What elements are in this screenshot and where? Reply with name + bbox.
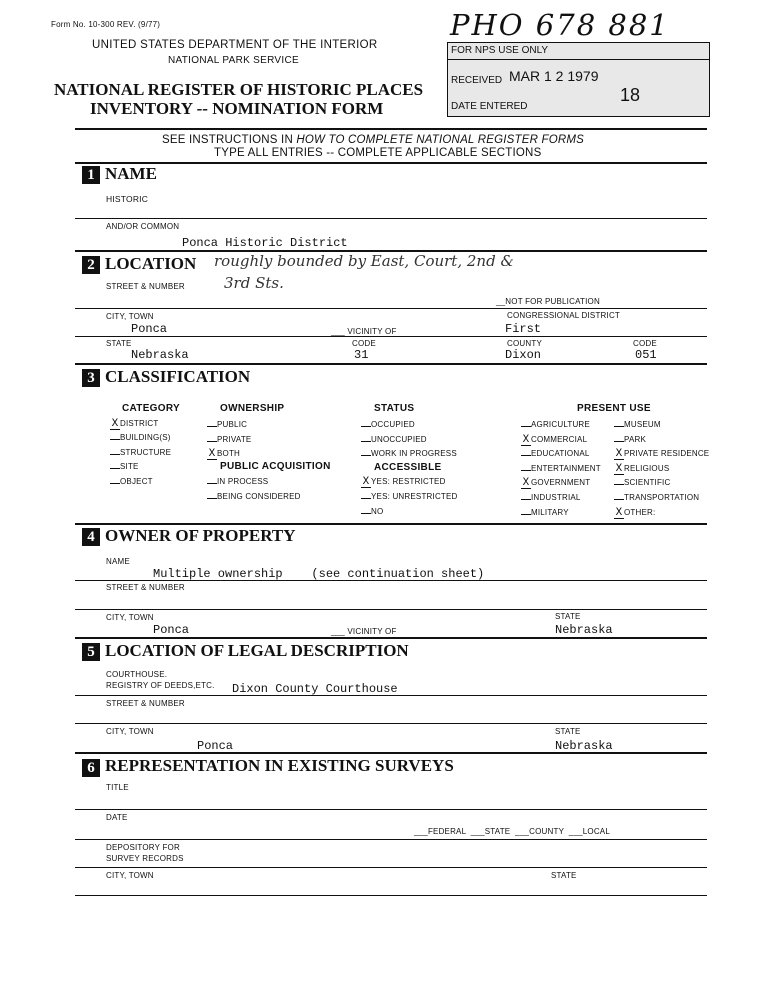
present-use-label: OTHER: [624,507,656,517]
accessible-option[interactable] [361,492,458,501]
accessible-option[interactable] [361,477,446,488]
city-value: Ponca [131,322,168,336]
owner-state-label: STATE [555,612,581,621]
handwritten-boundaries-line1: roughly bounded by East, Court, 2nd & [214,252,514,270]
ownership-label: BOTH [217,449,241,458]
historic-label: HISTORIC [106,194,149,204]
present-use-option[interactable] [521,464,601,473]
section-6-number: 6 [82,759,100,777]
section-5-number: 5 [82,643,100,661]
owner-name-label: NAME [106,557,130,566]
common-name-value: Ponca Historic District [182,236,348,250]
acquisition-option[interactable] [207,492,301,501]
checkbox-mark [614,441,624,442]
state-code-value: 31 [354,348,369,362]
section-4-title: OWNER OF PROPERTY [105,526,296,545]
owner-city-label: CITY, TOWN [106,613,154,622]
present-use-label: AGRICULTURE [531,420,590,429]
present-use-option[interactable] [521,435,587,446]
section-2-rule [75,363,707,365]
present-use-label: INDUSTRIAL [531,493,581,502]
category-option[interactable] [110,462,139,471]
section-2-title: LOCATION [105,254,197,273]
section-4-number: 4 [82,528,100,546]
category-label: SITE [120,462,139,472]
present-use-label: GOVERNMENT [531,478,591,488]
checkbox-mark: X [615,448,623,461]
ownership-label: PRIVATE [217,434,252,444]
registry-label: REGISTRY OF DEEDS,ETC. [106,681,215,690]
section-1-title: NAME [105,164,157,183]
courthouse-value: Dixon County Courthouse [232,682,398,696]
received-label: RECEIVED [451,75,503,86]
common-label: AND/OR COMMON [106,222,180,231]
section-3-title: CLASSIFICATION [105,367,251,386]
present-use-option[interactable] [521,420,590,429]
present-use-label: PRIVATE RESIDENCE [624,449,710,459]
checkbox-mark [614,484,624,485]
owner-state-value: Nebraska [555,623,613,637]
checkbox-mark [207,498,217,499]
checkbox-mark [521,499,531,500]
present-use-label: EDUCATIONAL [531,449,590,459]
section-6-title: REPRESENTATION IN EXISTING SURVEYS [105,756,454,775]
owner-name-value: Multiple ownership (see continuation sheet) [153,567,485,581]
form-title-line2: INVENTORY -- NOMINATION FORM [90,99,384,118]
legal-city-value: Ponca [197,739,234,753]
nps-divider [448,59,709,60]
state-label: STATE [106,339,132,348]
legal-state-value: Nebraska [555,739,613,753]
acquisition-option[interactable] [207,477,268,486]
depository-line [75,867,707,868]
acquisition-label: BEING CONSIDERED [217,491,301,501]
section-3-rule [75,523,707,525]
form-title-line1: NATIONAL REGISTER OF HISTORIC PLACES [54,80,424,99]
survey-date-line [75,839,707,840]
survey-city-line [75,895,707,896]
checkbox-mark [521,470,531,471]
street-line [75,308,707,309]
status-label: WORK IN PROGRESS [371,449,457,458]
received-stamp: MAR 1 2 1979 [509,68,599,84]
checkbox-mark: X [615,462,623,475]
checkbox-mark [207,483,217,484]
survey-city-label: CITY, TOWN [106,871,154,880]
not-for-publication: __NOT FOR PUBLICATION [496,297,600,306]
category-heading: CATEGORY [122,403,180,414]
checkbox-mark [110,483,120,484]
checkbox-mark: X [615,506,623,519]
county-code-label: CODE [633,339,657,348]
present-use-label: MILITARY [531,507,569,517]
present-use-label: PARK [624,434,646,444]
checkbox-mark [521,514,531,515]
present-use-label: ENTERTAINMENT [531,463,601,473]
street-number-label: STREET & NUMBER [106,282,185,291]
survey-date-label: DATE [106,813,128,822]
present-use-option[interactable] [614,508,655,519]
depository-label: DEPOSITORY FOR [106,843,180,852]
checkbox-mark: X [362,476,370,488]
ownership-option[interactable] [207,449,240,460]
courthouse-line [75,695,707,696]
form-number: Form No. 10-300 REV. (9/77) [51,20,161,29]
accessible-label: YES: RESTRICTED [371,477,446,486]
congressional-district-value: First [505,322,542,336]
checkbox-mark [361,441,371,442]
checkbox-mark [361,426,371,427]
handwritten-boundaries-line2: 3rd Sts. [224,274,284,292]
survey-title-line [75,809,707,810]
county-label: COUNTY [507,339,542,348]
section-1-number: 1 [82,166,100,184]
instructions-line2: TYPE ALL ENTRIES -- COMPLETE APPLICABLE SECTIONS [214,147,542,159]
owner-name-line [75,580,707,581]
present-use-label: RELIGIOUS [624,463,670,473]
state-code-label: CODE [352,339,376,348]
status-label: UNOCCUPIED [371,434,427,444]
checkbox-mark [614,426,624,427]
legal-city-label: CITY, TOWN [106,727,154,736]
date-entered-label: DATE ENTERED [451,101,528,112]
owner-street-line [75,609,707,610]
category-label: BUILDING(S) [120,433,171,443]
header-rule [75,128,707,130]
accessible-heading: ACCESSIBLE [374,462,442,473]
category-label: OBJECT [120,476,153,486]
checkbox-mark: X [208,448,216,460]
present-use-label: MUSEUM [624,420,661,429]
present-use-option[interactable] [614,478,670,487]
present-use-option[interactable] [614,435,646,444]
section-2-number: 2 [82,256,100,274]
checkbox-mark [207,441,217,442]
ownership-label: PUBLIC [217,420,248,429]
instructions-line1: SEE INSTRUCTIONS IN HOW TO COMPLETE NATIONAL REGISTER FORMS [162,134,585,146]
legal-state-label: STATE [555,727,581,736]
state-value: Nebraska [131,348,189,362]
present-use-option[interactable] [521,508,569,517]
checkbox-mark [614,499,624,500]
checkbox-mark [521,455,531,456]
present-use-option[interactable] [614,464,669,475]
date-entered-stamp: 18 [620,85,641,105]
present-use-option[interactable] [521,478,590,489]
checkbox-mark [361,455,371,456]
instructions-rule [75,162,707,164]
service-name: NATIONAL PARK SERVICE [168,55,299,66]
county-value: Dixon [505,348,542,362]
owner-street-label: STREET & NUMBER [106,583,185,592]
section-5-title: LOCATION OF LEGAL DESCRIPTION [105,641,409,660]
checkbox-mark [110,454,120,455]
county-code-value: 051 [635,348,657,362]
checkbox-mark [521,426,531,427]
ownership-heading: OWNERSHIP [220,403,285,414]
courthouse-label: COURTHOUSE. [106,670,168,679]
checkbox-mark [361,513,371,514]
checkbox-mark: X [111,418,119,430]
accessible-label: YES: UNRESTRICTED [371,491,458,501]
legal-street-label: STREET & NUMBER [106,699,185,708]
handwritten-reference-number: PHO 678 881 [450,8,670,42]
present-use-label: TRANSPORTATION [624,493,700,502]
congressional-district-label: CONGRESSIONAL DISTRICT [507,311,621,320]
historic-line [75,218,707,219]
status-option[interactable] [361,420,415,429]
status-heading: STATUS [374,403,415,414]
checkbox-mark: X [522,477,530,490]
city-line [75,336,707,337]
section-3-number: 3 [82,369,100,387]
survey-records-label: SURVEY RECORDS [106,854,184,863]
checkbox-mark [207,426,217,427]
accessible-label: NO [371,506,384,516]
section-4-rule [75,637,707,639]
department-name: UNITED STATES DEPARTMENT OF THE INTERIOR [92,39,378,51]
category-label: DISTRICT [120,419,159,428]
section-5-rule [75,752,707,754]
owner-city-value: Ponca [153,623,190,637]
vicinity-label: ___ VICINITY OF [331,327,397,336]
category-option[interactable] [110,419,159,430]
category-option[interactable] [110,433,171,442]
checkbox-mark [361,498,371,499]
category-label: STRUCTURE [120,447,172,457]
present-use-option[interactable] [521,449,590,458]
checkbox-mark [110,468,120,469]
category-option[interactable] [110,448,171,457]
checkbox-mark [110,439,120,440]
public-acquisition-heading: PUBLIC ACQUISITION [220,461,331,472]
present-use-option[interactable] [614,449,709,460]
ownership-option[interactable] [207,435,251,444]
nps-use-box [447,42,710,117]
present-use-option[interactable] [521,493,581,502]
survey-title-label: TITLE [106,783,129,792]
present-use-option[interactable] [614,493,699,502]
owner-vicinity-label: ___ VICINITY OF [331,627,397,636]
city-town-label: CITY, TOWN [106,312,154,321]
acquisition-label: IN PROCESS [217,477,269,486]
category-option[interactable] [110,477,153,486]
legal-street-line [75,723,707,724]
status-label: OCCUPIED [371,420,415,429]
present-use-option[interactable] [614,420,661,429]
nps-use-label: FOR NPS USE ONLY [451,45,549,56]
checkbox-mark: X [522,433,530,446]
ownership-option[interactable] [207,420,247,429]
accessible-option[interactable] [361,507,383,516]
survey-level-options: ___FEDERAL ___STATE ___COUNTY ___LOCAL [414,827,610,836]
status-option[interactable] [361,449,457,458]
status-option[interactable] [361,435,427,444]
present-use-label: SCIENTIFIC [624,478,671,488]
present-use-heading: PRESENT USE [577,403,651,414]
present-use-label: COMMERCIAL [531,434,588,444]
survey-state-label: STATE [551,871,577,880]
